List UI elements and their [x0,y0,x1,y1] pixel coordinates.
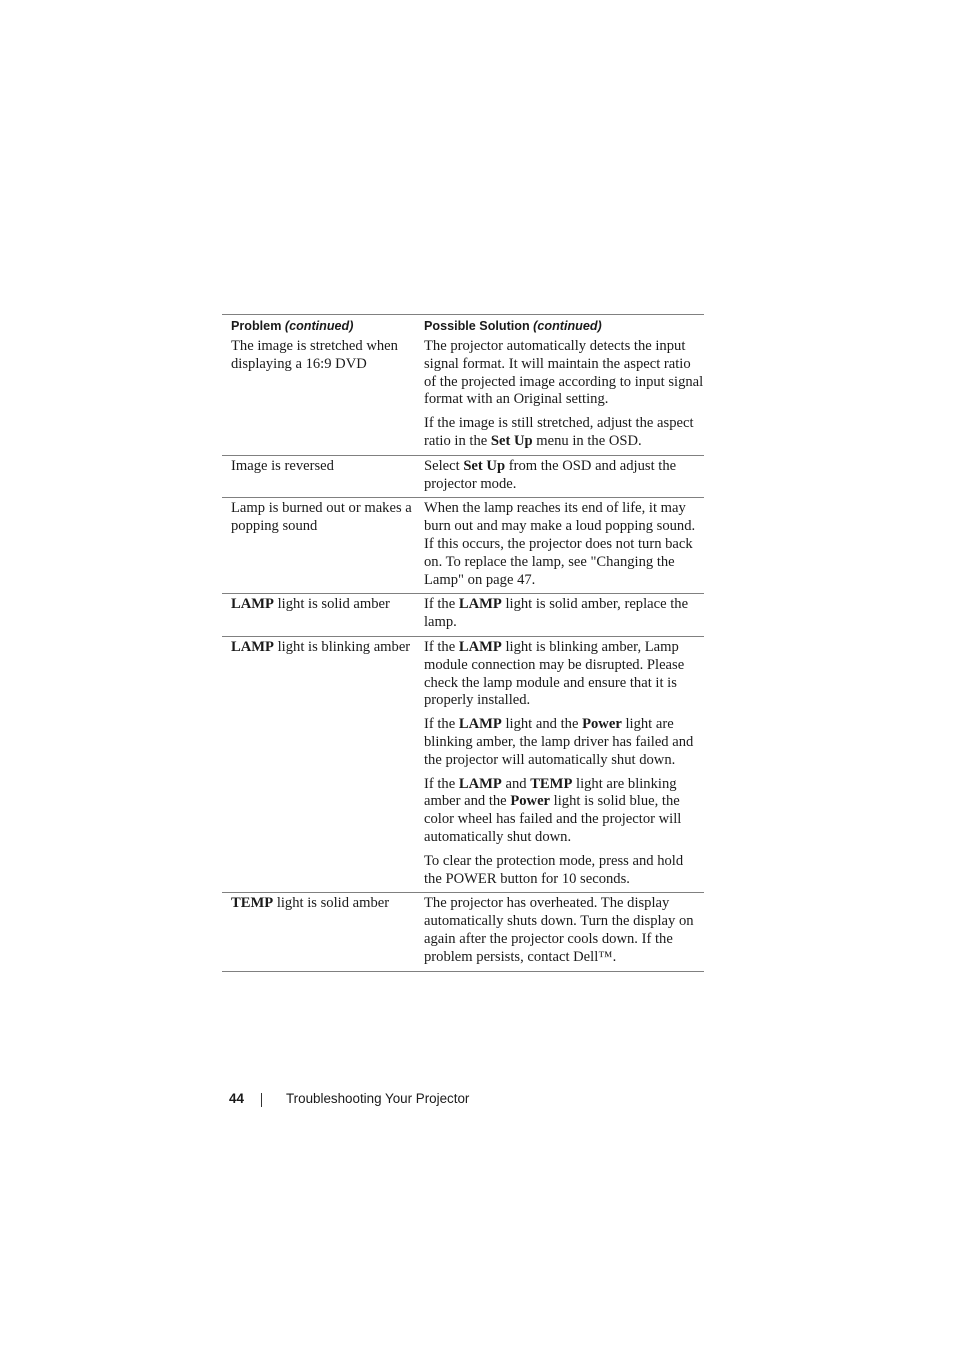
table-row [222,893,704,971]
solution-text: If the LAMP and TEMP light are blinking amber and the Power light is solid blue, the color wheel has failed and the projector will automatically shut down. [424,775,682,845]
troubleshooting-table [222,314,704,972]
table-row [222,456,704,499]
problem-cell: Image is reversed [231,457,334,474]
solution-text: If the image is still stretched, adjust the aspect ratio in the Set Up menu in the OSD. [424,415,694,449]
problem-cell: LAMP light is solid amber [231,596,390,613]
header-problem: Problem (continued) [231,319,354,333]
solution-text: If the LAMP light is blinking amber, Lamp module connection may be disrupted. Please check the lamp module and ensure that it is properly installed. [424,638,685,709]
header-solution: Possible Solution (continued) [424,319,602,333]
solution-cell [414,893,704,970]
page-number: 44 [229,1090,244,1106]
solution-text: If the LAMP light and the Power light are blinking amber, the lamp driver has failed and the projector will automatically shut down. [424,716,694,768]
table-row [222,336,704,456]
problem-cell: Lamp is burned out or makes a popping sound [231,500,412,535]
solution-text: If the LAMP light is solid amber, replace the lamp. [424,596,689,631]
solution-text: The projector has overheated. The display automatically shuts down. Turn the display on again after the projector cools down. If the problem persists, contact Dell™. [424,895,694,965]
table-row [222,637,704,893]
solution-cell [414,498,704,593]
problem-cell: LAMP light is blinking amber [231,638,411,655]
table-row [222,594,704,637]
table-header-row [222,315,704,336]
solution-text: The projector automatically detects the input signal format. It will maintain the aspect ratio of the projected image according to input signal format with an Original setting. [424,338,704,408]
solution-cell [414,637,704,892]
table-row [222,498,704,594]
solution-text: Select Set Up from the OSD and adjust the projector mode. [424,457,677,492]
problem-cell: TEMP light is solid amber [231,895,390,912]
section-title: Troubleshooting Your Projector [286,1090,470,1106]
solution-text: To clear the protection mode, press and hold the POWER button for 10 seconds. [424,852,684,887]
problem-cell: The image is stretched when displaying a 16:9 DVD [231,338,398,372]
solution-cell [414,336,704,455]
solution-cell [414,456,704,498]
footer-divider [261,1093,262,1107]
solution-cell [414,594,704,636]
solution-text: When the lamp reaches its end of life, it may burn out and may make a loud popping sound. If this occurs, the projector does not turn back on. To replace the lamp, see "Changing the Lamp" on page 47. [424,500,696,588]
page-footer [229,1089,469,1107]
